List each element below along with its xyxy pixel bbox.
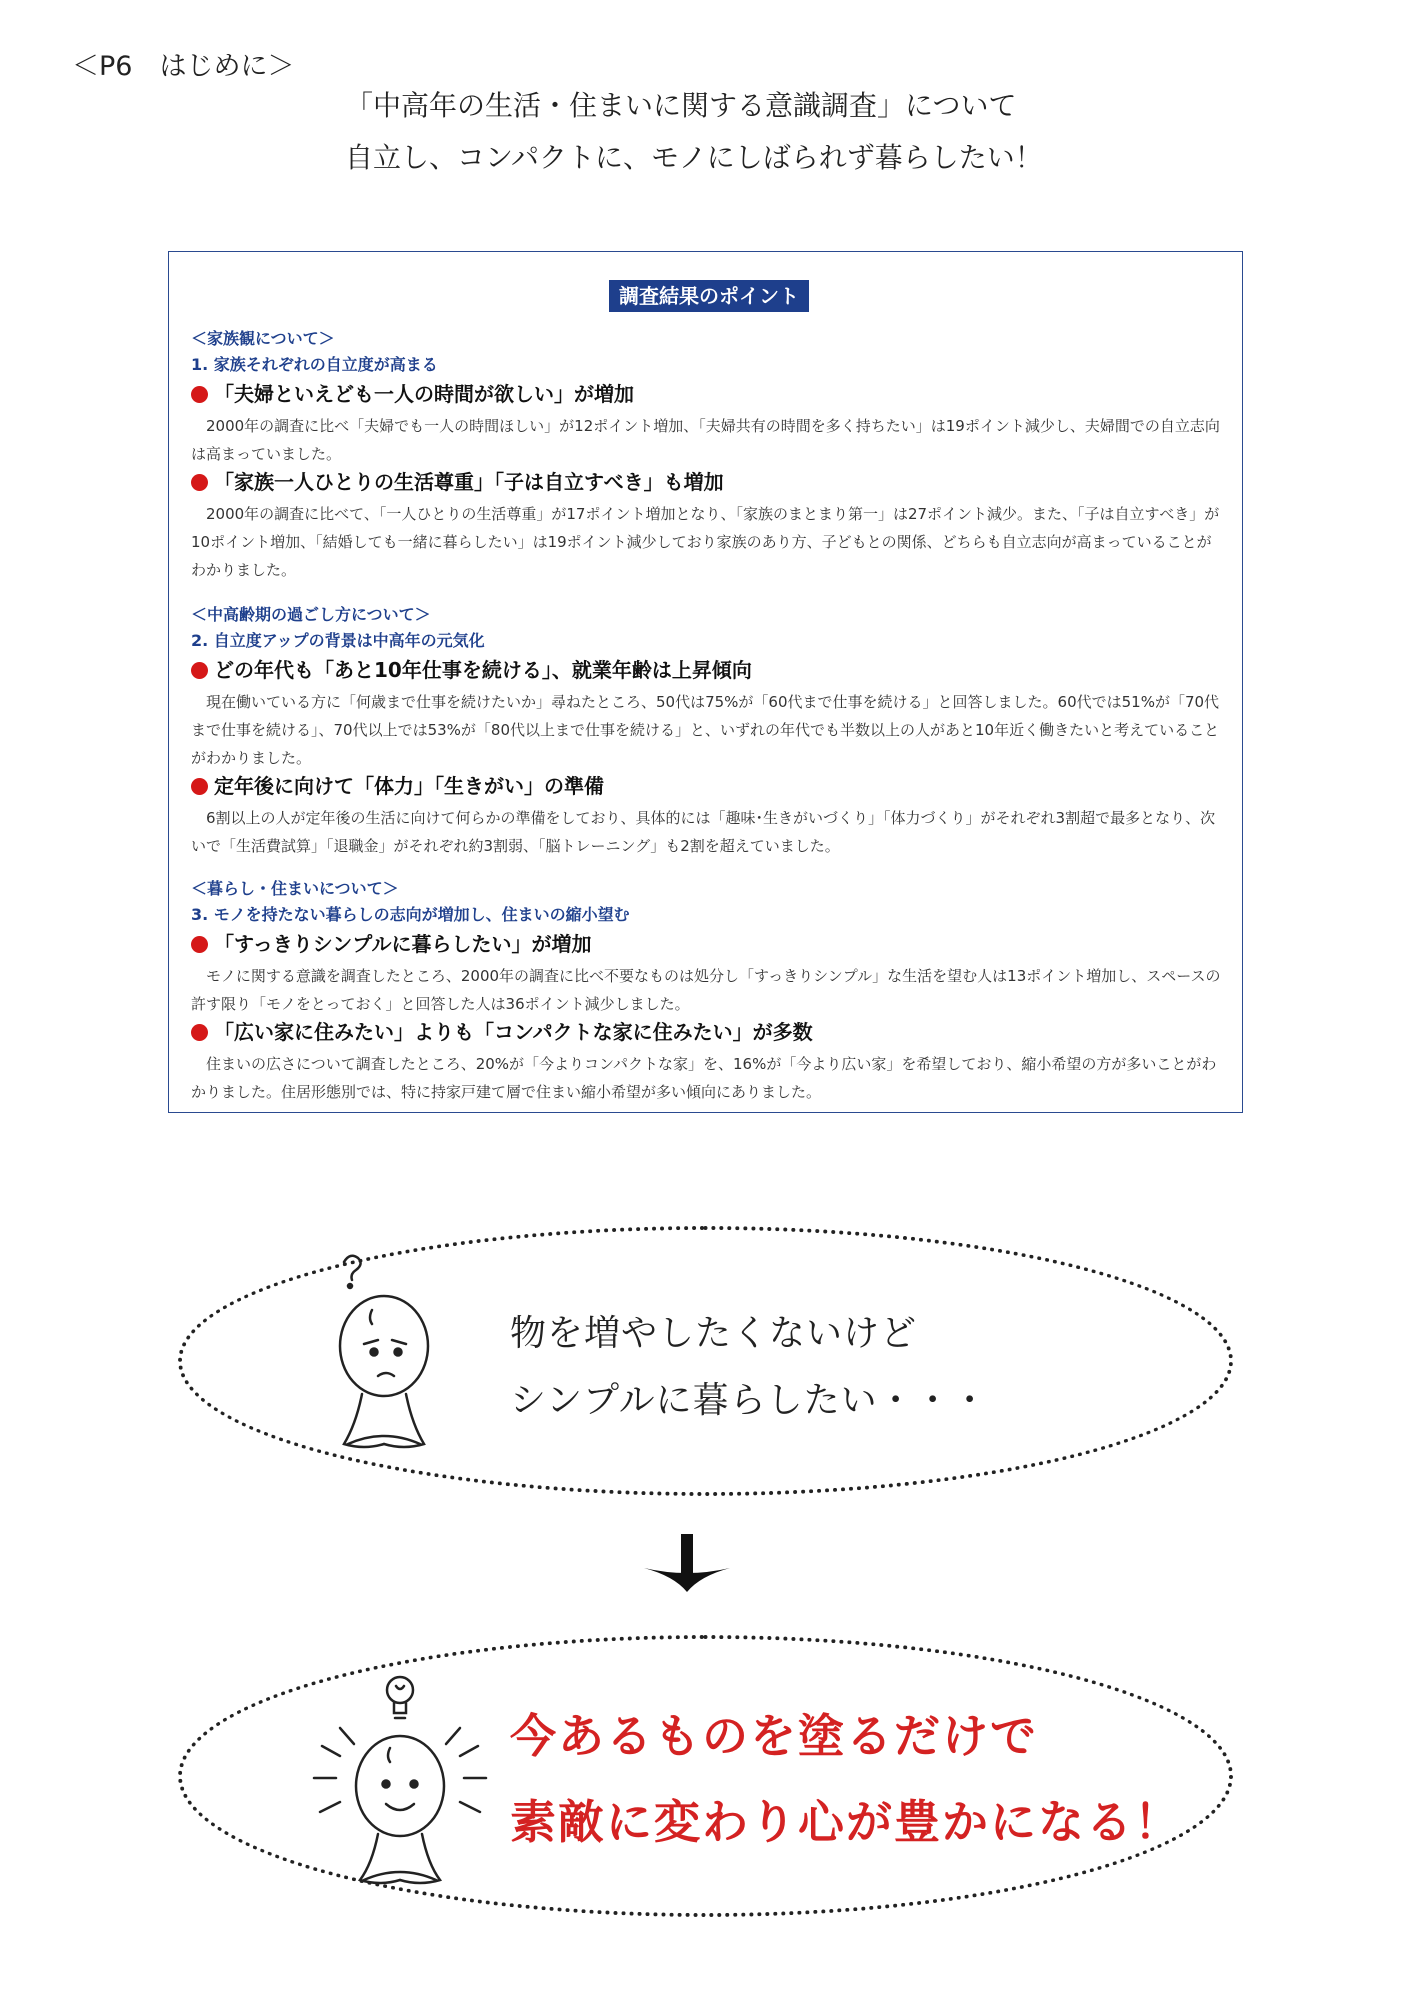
point-title-text: 定年後に向けて「体力」「生きがい」の準備 — [214, 774, 604, 798]
worried-person-icon — [322, 1248, 452, 1468]
point-title — [191, 770, 604, 799]
survey-summary-box — [168, 251, 1243, 1113]
section-subtitle: 3. モノを持たない暮らしの志向が増加し、住まいの縮小望む — [191, 905, 630, 924]
point-text: 2000年の調査に比べ「夫婦でも一人の時間ほしい」が12ポイント増加、「夫婦共有の時間を多く持ちたい」は19ポイント減少し、夫婦間での自立志向は高まっていました。 — [191, 417, 1220, 463]
conclusion-line-2: 素敵に変わり心が豊かになる！ — [510, 1795, 1182, 1849]
section-subtitle: 1. 家族それぞれの自立度が高まる — [191, 355, 438, 374]
happy-person-lightbulb-icon — [300, 1668, 500, 1898]
section-category: ＜家族観について＞ — [191, 329, 335, 348]
section-category: ＜暮らし・住まいについて＞ — [191, 879, 399, 898]
bullet-icon — [191, 778, 208, 795]
point-text: 現在働いている方に「何歳まで仕事を続けたいか」尋ねたところ、50代は75%が「60代まで仕事を続ける」と回答しました。60代では51%が「70代まで仕事を続ける」、70代以上では53%が「80代以上まで仕事を続ける」と、いずれの年代でも半数以上の人があと10年近く働きたいと考えていることがわかりました。 — [191, 693, 1220, 767]
bullet-icon — [191, 936, 208, 953]
bullet-icon — [191, 1024, 208, 1041]
thought-line-1: 物を増やしたくないけど — [510, 1313, 918, 1354]
summary-heading: 調査結果のポイント — [609, 280, 809, 312]
point-title — [191, 466, 724, 495]
point-title-text: 「夫婦といえども一人の時間が欲しい」が増加 — [214, 382, 634, 406]
point-title-text: 「家族一人ひとりの生活尊重」「子は自立すべき」も増加 — [214, 470, 724, 494]
point-title-text: どの年代も「あと10年仕事を続ける」、就業年齢は上昇傾向 — [214, 658, 752, 682]
point-title — [191, 378, 634, 407]
down-arrow-icon — [642, 1534, 732, 1594]
point-text: 住まいの広さについて調査したところ、20%が「今よりコンパクトな家」を、16%が「今より広い家」を希望しており、縮小希望の方が多いことがわかりました。住居形態別では、特に持家戸建て層で住まい縮小希望が多い傾向にありました。 — [191, 1055, 1217, 1101]
point-text: モノに関する意識を調査したところ、2000年の調査に比べ不要なものは処分し「すっきりシンプル」な生活を望む人は13ポイント増加し、スペースの許す限り「モノをとっておく」と回答した人は36ポイント減少しました。 — [191, 967, 1221, 1013]
point-text: 2000年の調査に比べて、「一人ひとりの生活尊重」が17ポイント増加となり、「家族のまとまり第一」は27ポイント減少。また、「子は自立すべき」が10ポイント増加、「結婚しても一緒に暮らしたい」は19ポイント減少しており家族のあり方、子どもとの関係、どちらも自立志向が高まっていることがわかりました。 — [191, 505, 1220, 579]
bullet-icon — [191, 386, 208, 403]
section-subtitle: 2. 自立度アップの背景は中高年の元気化 — [191, 631, 485, 650]
point-title — [191, 654, 752, 683]
bullet-icon — [191, 474, 208, 491]
thought-line-2: シンプルに暮らしたい・・・ — [510, 1380, 989, 1421]
title-line-2: 自立し、コンパクトに、モノにしばられず暮らしたい！ — [345, 141, 1043, 174]
point-title — [191, 1016, 813, 1045]
point-title-text: 「広い家に住みたい」よりも「コンパクトな家に住みたい」が多数 — [214, 1020, 813, 1044]
section-category: ＜中高齢期の過ごし方について＞ — [191, 605, 431, 624]
conclusion-line-1: 今あるものを塗るだけで — [510, 1709, 1038, 1763]
title-line-1: 「中高年の生活・住まいに関する意識調査」について — [345, 89, 1017, 122]
point-title-text: 「すっきりシンプルに暮らしたい」が増加 — [214, 932, 592, 956]
page-label: ＜P6 はじめに＞ — [72, 51, 295, 82]
point-text: 6割以上の人が定年後の生活に向けて何らかの準備をしており、具体的には「趣味･生きがいづくり」「体力づくり」がそれぞれ3割超で最多となり、次いで「生活費試算」「退職金」がそれぞれ約3割弱、「脳トレーニング」も2割を超えていました。 — [191, 809, 1216, 855]
bullet-icon — [191, 662, 208, 679]
point-title — [191, 928, 592, 957]
